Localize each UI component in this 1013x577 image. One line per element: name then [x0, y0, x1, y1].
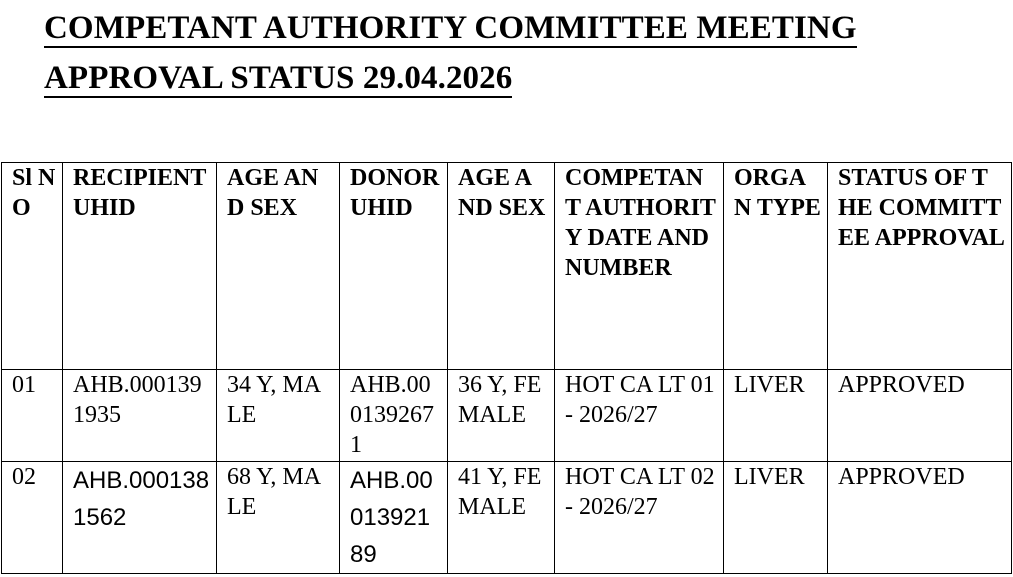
document-title: [44, 6, 944, 106]
cell-recipient-age-sex: 68 Y, MALE: [217, 462, 340, 574]
header-recipient-uhid: RECIPIENT UHID: [63, 163, 217, 370]
cell-ca-date-number: HOT CA LT 01- 2026/27: [555, 370, 724, 462]
cell-donor-age-sex: 36 Y, FEMALE: [448, 370, 555, 462]
cell-sl-no: 01: [2, 370, 63, 462]
cell-recipient-age-sex: 34 Y, MALE: [217, 370, 340, 462]
cell-recipient-uhid: [63, 462, 217, 574]
table-header-row: [2, 163, 1012, 370]
cell-approval-status: APPROVED: [828, 462, 1012, 574]
donor-uhid-text: AHB.0001392189: [350, 467, 433, 568]
cell-organ-type: LIVER: [724, 370, 828, 462]
header-organ-type: ORGAN TYPE: [724, 163, 828, 370]
cell-organ-type: LIVER: [724, 462, 828, 574]
cell-donor-uhid: [340, 462, 448, 574]
cell-recipient-uhid: AHB.0001391935: [63, 370, 217, 462]
header-approval-status: STATUS OF THE COMMITTEE APPROVAL: [828, 163, 1012, 370]
header-ca-date-number: COMPETANT AUTHORITY DATE AND NUMBER: [555, 163, 724, 370]
table-row: [2, 462, 1012, 574]
header-donor-uhid: DONOR UHID: [340, 163, 448, 370]
cell-donor-uhid: AHB.0001392671: [340, 370, 448, 462]
cell-donor-age-sex: 41 Y, FEMALE: [448, 462, 555, 574]
title-line-1: COMPETANT AUTHORITY COMMITTEE MEETING: [44, 10, 857, 46]
cell-ca-date-number: HOT CA LT 02- 2026/27: [555, 462, 724, 574]
header-sl-no: Sl NO: [2, 163, 63, 370]
title-line-2: APPROVAL STATUS 29.04.2026: [44, 60, 513, 96]
recipient-uhid-text: AHB.0001381562: [73, 467, 210, 531]
cell-approval-status: APPROVED: [828, 370, 1012, 462]
cell-sl-no: 02: [2, 462, 63, 574]
table-row: [2, 370, 1012, 462]
approval-status-table: [1, 162, 1012, 574]
header-donor-age-sex: AGE AND SEX: [448, 163, 555, 370]
header-recipient-age-sex: AGE AND SEX: [217, 163, 340, 370]
